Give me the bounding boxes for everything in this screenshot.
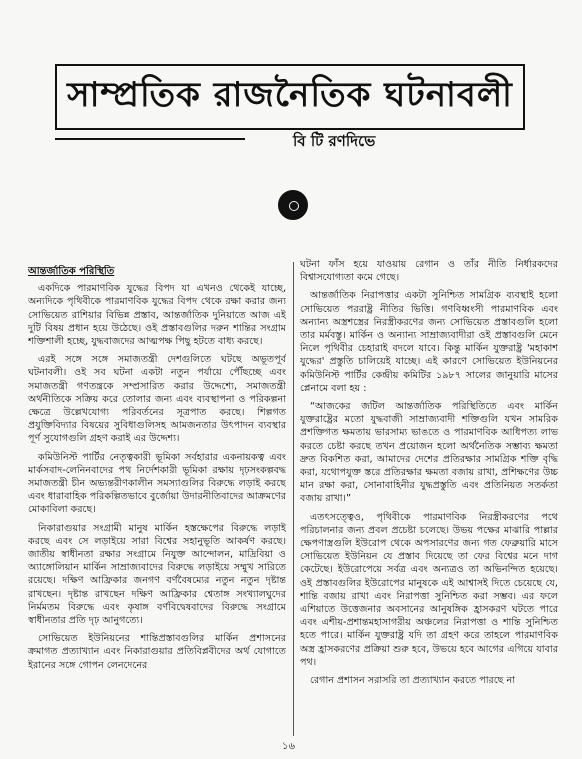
section-heading: আন্তর্জাতিক পরিস্থিতি <box>28 266 115 277</box>
paragraph: কমিউনিস্ট পার্টির নেতৃত্বকারী ভূমিকা সর্বহারার একনায়কত্ব এবং মার্কসবাদ-লেনিনবাদের পথ নির্দেশকারী ভূমিকা রক্ষায় দৃঢ়সংকল্পবদ্ধ সমাজতন্ত্রী চীন অভ্যন্তরীণকালীন সমস্যাগুলির বিরুদ্ধে লড়াই করছে এবং ধারাবাহিক পরিকল্পিতভাবে বুর্জোয়া উদারনীতিবাদের আক্রমণের মোকাবিলা করছে। <box>28 451 286 516</box>
byline-rule <box>55 138 245 140</box>
paragraph: একদিকে পারমাণবিক যুদ্ধের বিপদ যা এখনও থেকেই যাচ্ছে, অন্যদিকে পৃথিবীকে পারমাণবিক যুদ্ধের বিপদ থেকে রক্ষা করার জন্য সোভিয়েত রাশিয়ার বিভিন্ন প্রস্তাব, আন্তর্জাতিক দুনিয়াতে আজ এই দুটি বিষয় প্রধান হয়ে উঠেছে। ওই প্রস্তাবগুলির দরুন শান্তির সংগ্রাম শক্তিশালী হচ্ছে, যুদ্ধবাজদের আত্মপক্ষ পিছু হটতে বাধ্য করছে। <box>28 283 286 348</box>
paragraph: ঘটনা ফাঁস হয়ে যাওয়ায় রেগান ও তাঁর নীতি নির্ধারকদের বিশ্বাসযোগ্যতা কমে গেছে। <box>300 259 558 284</box>
author-byline: বি টি রণদিভে <box>293 132 376 150</box>
right-column <box>300 258 558 741</box>
byline-row <box>55 128 525 154</box>
paragraph: সোভিয়েত ইউনিয়নের শান্তিপ্রস্তাবগুলির মার্কিন প্রশাসনের ক্রমাগত প্রত্যাখ্যান এবং নিকারাগুয়ার প্রতিবিপ্লবীদের অর্থ যোগাতে ইরানের সঙ্গে গোপন লেনদেনের <box>28 633 286 671</box>
paragraph: এতৎসত্ত্বেও, পৃথিবীকে পারমাণবিক নিরস্ত্রীকরণের পথে পরিচালনার জন্য প্রবল প্রচেষ্টা চলেছে। উভয় পক্ষের মাঝারি পাল্লার ক্ষেপণাস্ত্রগুলি ইউরোপ থেকে অপসারণের জন্য গত ফেব্রুয়ারি মাসে সোভিয়েত ইউনিয়ন যে প্রস্তাব দিয়েছে তা ফের বিশ্বের মনে দাগ কেটেছে। ইউরোপেয়ে সর্বত্র এবং অন্যত্রও তা অভিনন্দিত হয়েছে। ওই প্রস্তাবগুলির ইউরোপের মানুষকে এই আশ্বাসই দিতে চেয়েছে যে, শান্তি বজায় রাখা এবং নিরাপত্তা সুনিশ্চিত করা সম্ভব। এর ফলে এশিয়াতে উত্তেজনার অবসানের আনুষঙ্গিক হ্রাসকরণ ঘটতে পারে এবং এশীয়-প্রশান্তমহাসাগরীয় অঞ্চলের নিরাপত্তা ও শান্তি সুনিশ্চিত হতে পারে। মার্কিন যুক্তরাষ্ট্র যদি তা গ্রহণ করে তাহলে পারমাণবিক অস্ত্র হ্রাসকরণের প্রক্রিয়া শুরু হবে, উভয়ে হবে আগের এগিয়ে যাবার পথ। <box>300 511 558 668</box>
paragraph: এরই সঙ্গে সঙ্গে সমাজতন্ত্রী দেশগুলিতে ঘটছে অভূতপূর্ব ঘটনাবলী। ওই সব ঘটনা একটা নতুন পর্যায়ে পৌঁছচ্ছে এবং সমাজতন্ত্রী গণতন্ত্রকে সম্প্রসারিত করার উদ্দেশ্যে, সমাজতন্ত্রী অর্থনীতিকে সক্রিয় করে তোলার জন্য এবং ব্যবস্থাপনা ও পরিকল্পনা ক্ষেত্রে উল্লেখযোগ্য পরিবর্তনের সূত্রপাত করছে। শিল্পগত প্রযুক্তিবিদ্যার বিষয়ের সুবিধাগুলিসহ আমজনতার উৎপাদন ব্যবস্থার পূর্ণ সুযোগগুলি গ্রহণ করাই এর উদ্দেশ্য। <box>28 354 286 445</box>
article-title: সাম্প্রতিক রাজনৈতিক ঘটনাবলী <box>67 74 513 115</box>
quote-paragraph: “আজকের জটিল আন্তর্জাতিক পরিস্থিতিতে এবং মার্কিন যুক্তরাষ্ট্রের মতো যুদ্ধবাজী সাম্রাজ্যবাদী শক্তিগুলি যখন সামরিক প্রশক্তিগত ক্ষমতায় ভারসাম্য ভাঙতে ও পারমাণবিক আধিপত্য লাভ করতে চেষ্টা করছে তখন প্রয়োজন হলো অর্থনৈতিক সম্ভাব্য ক্ষমতা দ্রুত বিকশিত করা, আমাদের দেশের প্রতিরক্ষার সামগ্রিক শক্তি বৃদ্ধি করা, যথোপযুক্ত স্তরে প্রতিরক্ষার ক্ষমতা বজায় রাখা, প্রশিক্ষণের উচ্চ মান রক্ষা করা, সোনাবাহিনীর যুদ্ধপ্রস্তুতি এবং প্রতিনিয়ত সতর্কতা বজায় রাখা।” <box>300 401 558 505</box>
paragraph: রেগান প্রশাসন সরাসরি তা প্রত্যাখ্যান করতে পারছে না <box>310 675 516 687</box>
decorative-ornament-icon <box>278 190 308 220</box>
paragraph: নিকারাগুয়ার সংগ্রামী মানুষ মার্কিন হস্তক্ষেপের বিরুদ্ধে লড়াই করছে এবং সে লড়াইয়ে সারা বিশ্বের সহানুভূতি আকর্ষণ করছে। জাতীয় স্বাধীনতা রক্ষার সংগ্রামে নিযুক্ত আন্দোলন, মাদ্রিবিয়া ও অ্যাঙ্গোলিয়ান মার্কিন সাম্রাজ্যবাদের বিরুদ্ধে লড়াইয়ে সম্মুখ সারিতে রয়েছে। দক্ষিণ আফ্রিকার জনগণ বর্ণবৈষম্যের নতুন নতুন দৃষ্টান্ত রাখছেন। দৃষ্টান্ত রাখছেন দক্ষিণ আফ্রিকার শ্বেতাঙ্গ সংখ্যালঘুদের নির্মমতম বিরুদ্ধে এবং কৃষাঙ্গ বর্ণবিদ্বেষবাদের বিরুদ্ধে সংগ্রামে স্বাধীনতার প্রতি দৃঢ় আনুগত্যে। <box>28 522 286 627</box>
page-number: ১৬ <box>282 741 295 752</box>
article-title-box <box>55 64 525 130</box>
paragraph: আন্তর্জাতিক নিরাপত্তার একটা সুনিশ্চিত সামগ্রিক ব্যবস্থাই হলো সোভিয়েত পররাষ্ট্র নীতির ভিত্তি। গণবিধ্বংসী পারমাণবিক এবং অন্যান্য অস্ত্রশস্ত্রের নিরস্ত্রীকরণের জন্য সোভিয়েত প্রস্তাবগুলি হলো তার মর্মবস্তু। মার্কিন ও অন্যান্য সাম্রাজ্যবাদীরা ওই প্রস্তাবগুলি মেনে নিলে পৃথিবীর চেহারাই বদলে যাবে। কিন্তু মার্কিন যুক্তরাষ্ট্র 'মহাকাশ যুদ্ধের' প্রস্তুতি চালিয়েই যাচ্ছে। এই কারণে সোভিয়েত ইউনিয়নের কমিউনিস্ট পার্টির কেন্দ্রীয় কমিটির ১৯৮৭ সালের জানুয়ারি মাসের প্লেনামে বলা হয় : <box>300 290 558 394</box>
left-column <box>28 265 286 735</box>
column-divider <box>293 262 294 736</box>
